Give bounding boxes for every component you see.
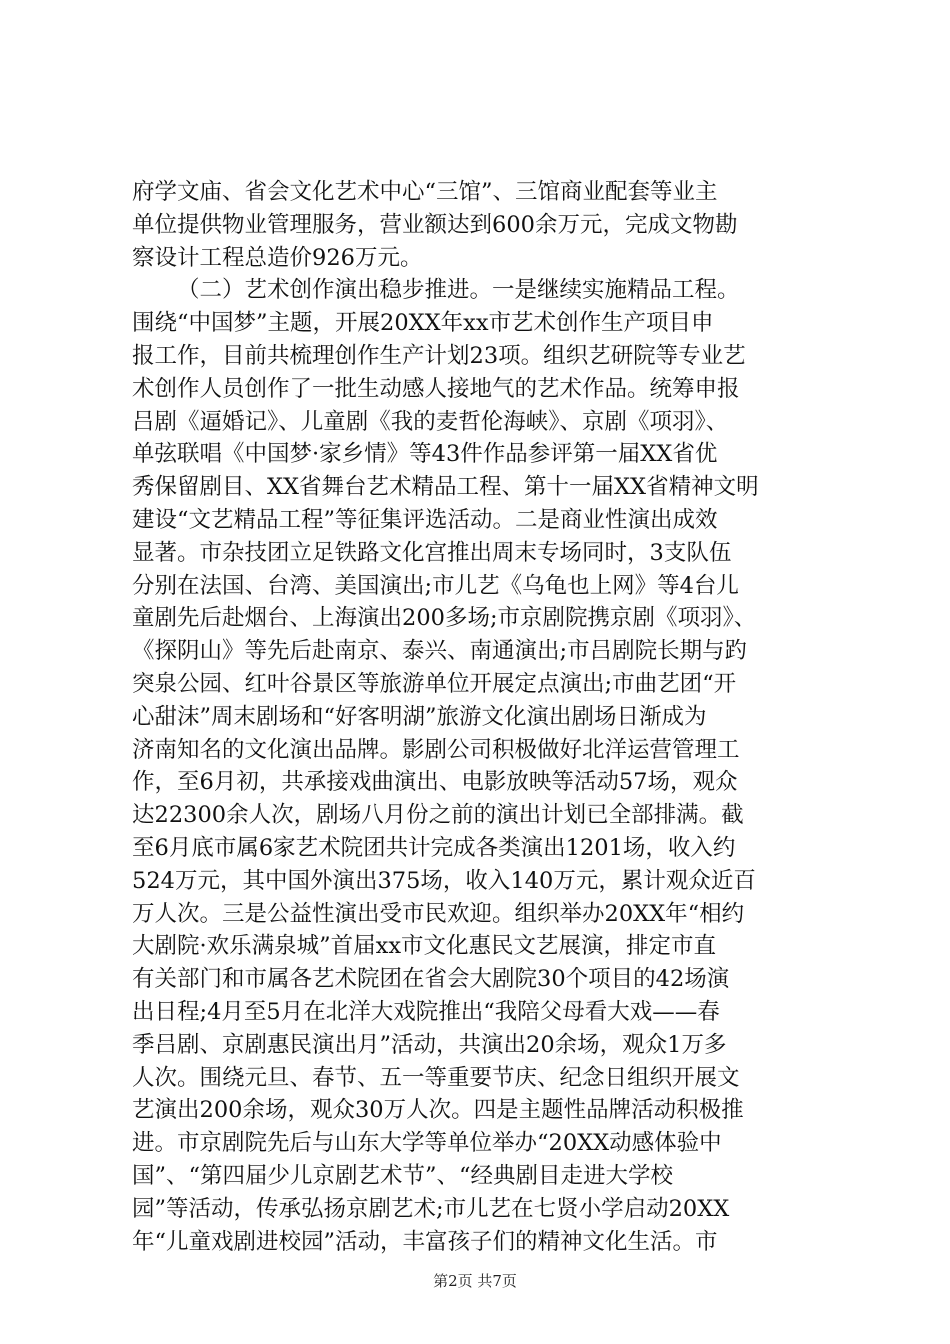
text-line: 出日程;4月至5月在北洋大戏院推出“我陪父母看大戏——春 xyxy=(132,998,720,1025)
text-line: 国”、“第四届少儿京剧艺术节”、“经典剧目走进大学校 xyxy=(132,1162,674,1189)
text-line: 察设计工程总造价926万元。 xyxy=(132,244,423,271)
document-body xyxy=(132,176,832,1258)
text-line: 吕剧《逼婚记》、儿童剧《我的麦哲伦海峡》、京剧《项羽》、 xyxy=(132,408,729,435)
text-line: 人次。围绕元旦、春节、五一等重要节庆、纪念日组织开展文 xyxy=(132,1064,740,1091)
text-line: 突泉公园、红叶谷景区等旅游单位开展定点演出;市曲艺团“开 xyxy=(132,670,737,697)
text-line: 单弦联唱《中国梦·家乡情》等43件作品参评第一届XX省优 xyxy=(132,441,718,468)
text-line: （二）艺术创作演出稳步推进。一是继续实施精品工程。 xyxy=(177,277,740,304)
page-footer: 第2页 共7页 xyxy=(433,1272,517,1290)
text-line: 年“儿童戏剧进校园”活动，丰富孩子们的精神文化生活。市 xyxy=(132,1228,718,1255)
text-line: 秀保留剧目、XX省舞台艺术精品工程、第十一届XX省精神文明 xyxy=(132,474,759,501)
text-line: 进。市京剧院先后与山东大学等单位举办“20XX动感体验中 xyxy=(132,1130,722,1157)
text-line: 建设“文艺精品工程”等征集评选活动。二是商业性演出成效 xyxy=(132,506,718,533)
text-line: 显著。市杂技团立足铁路文化宫推出周末专场同时，3支队伍 xyxy=(132,539,732,566)
text-line: 心甜沫”周末剧场和“好客明湖”旅游文化演出剧场日渐成为 xyxy=(132,703,707,730)
text-line: 《探阴山》等先后赴南京、泰兴、南通演出;市吕剧院长期与趵 xyxy=(132,638,748,665)
text-line: 园”等活动，传承弘扬京剧艺术;市儿艺在七贤小学启动20XX xyxy=(132,1195,730,1222)
text-line: 术创作人员创作了一批生动感人接地气的艺术作品。统筹申报 xyxy=(132,375,740,402)
text-line: 围绕“中国梦”主题，开展20XX年xx市艺术创作生产项目申 xyxy=(132,310,714,337)
text-line: 童剧先后赴烟台、上海演出200多场;市京剧院携京剧《项羽》、 xyxy=(132,605,757,632)
text-line: 达22300余人次，剧场八月份之前的演出计划已全部排满。截 xyxy=(132,802,744,829)
text-line: 作，至6月初，共承接戏曲演出、电影放映等活动57场，观众 xyxy=(132,769,738,796)
text-line: 季吕剧、京剧惠民演出月”活动，共演出20余场，观众1万多 xyxy=(132,1031,727,1058)
text-line: 至6月底市属6家艺术院团共计完成各类演出1201场，收入约 xyxy=(132,834,736,861)
text-line: 济南知名的文化演出品牌。影剧公司积极做好北洋运营管理工 xyxy=(132,736,740,763)
text-line: 524万元，其中国外演出375场，收入140万元，累计观众近百 xyxy=(132,867,756,894)
text-line: 万人次。三是公益性演出受市民欢迎。组织举办20XX年“相约 xyxy=(132,900,745,927)
text-line: 报工作，目前共梳理创作生产计划23项。组织艺研院等专业艺 xyxy=(132,342,746,369)
text-line: 有关部门和市属各艺术院团在省会大剧院30个项目的42场演 xyxy=(132,966,730,993)
text-line: 分别在法国、台湾、美国演出;市儿艺《乌龟也上网》等4台儿 xyxy=(132,572,739,599)
text-line: 大剧院·欢乐满泉城”首届xx市文化惠民文艺展演，排定市直 xyxy=(132,933,717,960)
text-line: 艺演出200余场，观众30万人次。四是主题性品牌活动积极推 xyxy=(132,1097,744,1124)
text-line: 府学文庙、省会文化艺术中心“三馆”、三馆商业配套等业主 xyxy=(132,179,718,205)
text-line: 单位提供物业管理服务，营业额达到600余万元，完成文物勘 xyxy=(132,211,738,238)
